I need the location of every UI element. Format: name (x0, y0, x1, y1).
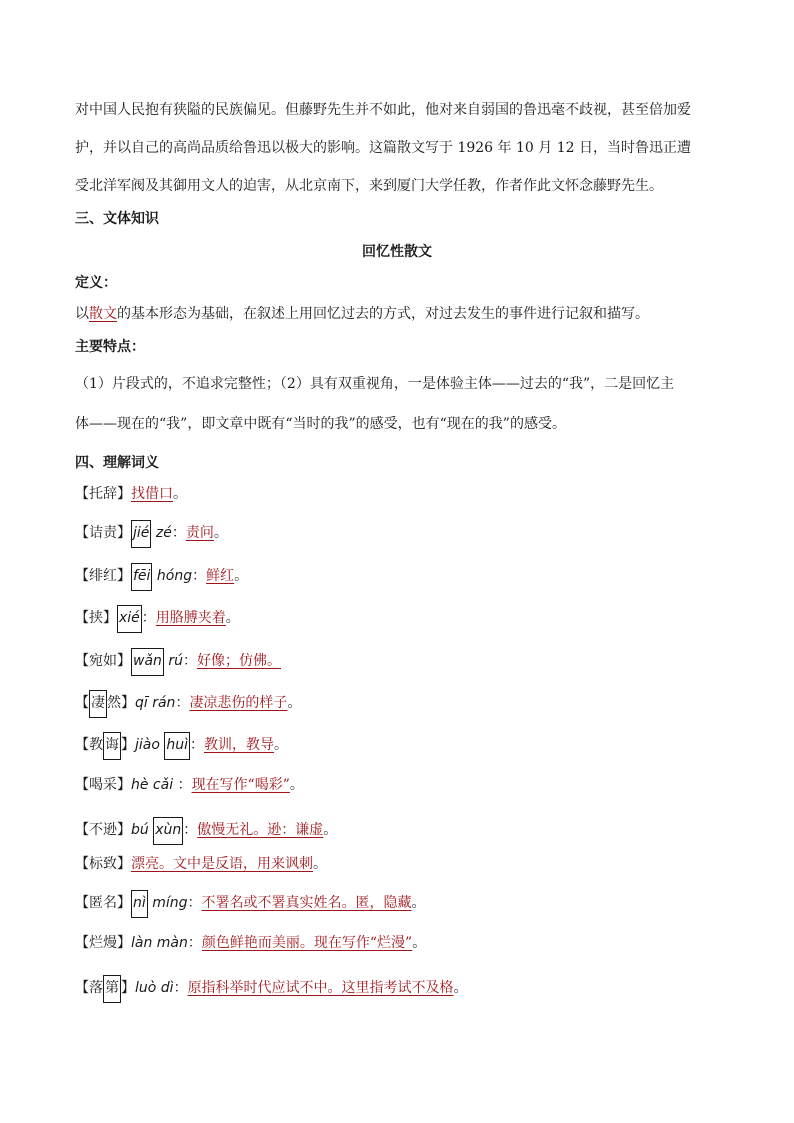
features-label: 主要特点： (75, 339, 145, 355)
vocab-item: 【匿名】 nì míng：不署名或不署真实姓名。匿，隐藏。 (75, 890, 426, 918)
vocab-item: 【落 第 】luò dì：原指科举时代应试不中。这里指考试不及格。 (75, 975, 468, 1003)
intro-line-2: 护，并以自己的高尚品质给鲁迅以极大的影响。这篇散文写于 1926 年 10 月 12 日，当时鲁迅正遭 (75, 140, 691, 156)
vocab-item: 【标致】漂亮。文中是反语，用来讽刺。 (75, 856, 327, 872)
vocab-item: 【托辞】找借口。 (75, 486, 187, 502)
vocab-item: 【诘责】 jié zé：责问。 (75, 520, 228, 548)
vocab-item: 【不逊】bú xùn ：傲慢无礼。逊：谦虚。 (75, 817, 337, 845)
section-3-heading: 三、文体知识 (75, 211, 159, 227)
intro-line-1: 对中国人民抱有狭隘的民族偏见。但藤野先生并不如此，他对来自弱国的鲁迅毫不歧视，甚至倍加爱 (75, 102, 691, 118)
definition-text: 以散文的基本形态为基础，在叙述上用回忆过去的方式，对过去发生的事件进行记叙和描写。 (75, 306, 649, 322)
prose-link[interactable]: 散文 (89, 306, 117, 322)
features-line-1: （1）片段式的，不追求完整性；（2）具有双重视角，一是体验主体——过去的“我”，二是回忆主 (75, 376, 675, 392)
pinyin-box: huì (164, 732, 190, 760)
vocab-item: 【喝采】hè cǎi ：现在写作“喝彩”。 (75, 777, 304, 793)
vocab-item: 【绯红】 fēi hóng：鲜红。 (75, 563, 248, 591)
pinyin-box: wǎn (131, 648, 164, 676)
pinyin-box: fēi (131, 563, 152, 591)
char-box: 凄 (89, 690, 107, 718)
definition-label: 定义： (75, 275, 117, 291)
pinyin-box: nì (131, 890, 148, 918)
features-line-2: 体——现在的“我”，即文章中既有“当时的我”的感受，也有“现在的我”的感受。 (75, 416, 566, 432)
pinyin-box: jié (131, 520, 151, 548)
pinyin-box: xùn (153, 817, 183, 845)
vocab-item: 【挟】 xié ：用胳膊夹着。 (75, 605, 240, 633)
char-box: 第 (103, 975, 121, 1003)
section-4-heading: 四、理解词义 (75, 455, 159, 471)
vocab-item: 【 凄 然】qī rán：凄凉悲伤的样子。 (75, 690, 301, 718)
vocab-item: 【教 诲 】jiào huì ：教训，教导。 (75, 732, 288, 760)
vocab-item: 【宛如】 wǎn rú：好像；仿佛。 (75, 648, 281, 676)
char-box: 诲 (103, 732, 121, 760)
intro-line-3: 受北洋军阀及其御用文人的迫害，从北京南下，来到厦门大学任教，作者作此文怀念藤野先生。 (75, 178, 663, 194)
vocab-item: 【烂熳】làn màn：颜色鲜艳而美丽。现在写作“烂漫”。 (75, 935, 427, 951)
pinyin-box: xié (117, 605, 142, 633)
essay-type-title: 回忆性散文 (362, 244, 432, 260)
